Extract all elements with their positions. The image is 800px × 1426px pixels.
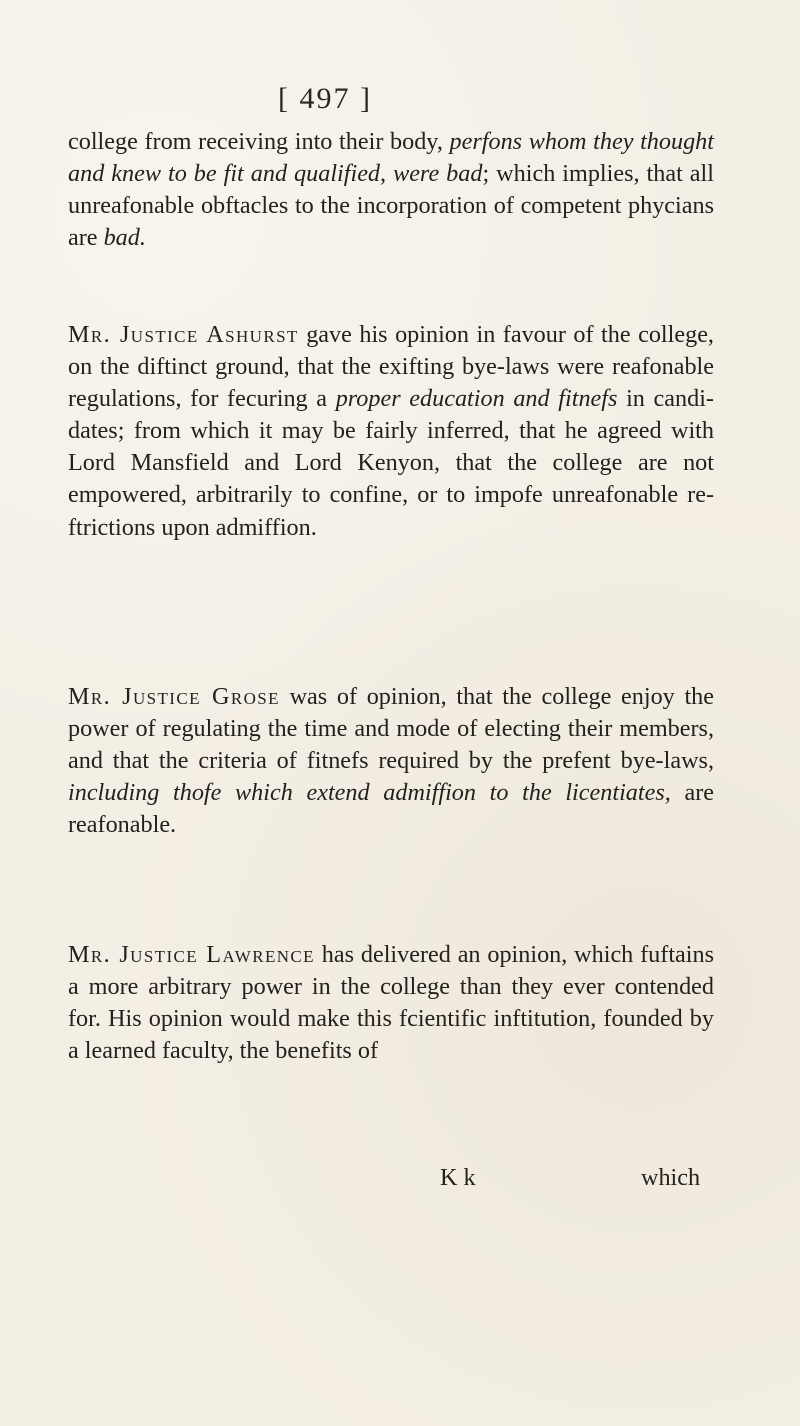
paragraph-text: ; which implies, that all unreafonable obftacles to the incorporation of competent phycians are bbox=[68, 160, 714, 252]
paragraph-italic-text: bad. bbox=[103, 224, 146, 252]
paragraph-college-from-receiving bbox=[68, 126, 714, 254]
paragraph-justice-grose bbox=[68, 681, 714, 841]
paragraph-text: in candidates; from which it may be fairly inferred, that he agreed with Lord Mansfield and Lord Kenyon, that the college are not empowered, arbitrarily to confine, or to impofe unreafonable reftrictions upon admiffion. bbox=[68, 385, 714, 541]
justice-name: Mr. Justice Grose bbox=[68, 683, 280, 710]
paragraph-text: gave his opinion in favour of the college, on the diftinct ground, that the exifting bye-laws were reafonable regulations, for fecuring a bbox=[68, 321, 714, 413]
justice-name: Mr. Justice Ashurst bbox=[68, 321, 299, 348]
paragraph-justice-lawrence bbox=[68, 939, 714, 1067]
paragraph-italic-text: proper education and fitnefs bbox=[335, 385, 618, 413]
justice-name: Mr. Justice Lawrence bbox=[68, 941, 315, 968]
paragraph-italic-text: perfons whom they thought and knew to be fit and qualified, were bad bbox=[68, 128, 714, 188]
signature-mark: K k bbox=[440, 1164, 476, 1191]
paragraph-justice-ashurst bbox=[68, 319, 714, 544]
paragraph-text: are reafonable. bbox=[68, 779, 714, 839]
paragraph-text: college from receiving into their body, bbox=[68, 128, 450, 155]
catchword: which bbox=[641, 1164, 701, 1191]
paragraph-text: was of opinion, that the college enjoy the power of regulating the time and mode of electing their members, and that the criteria of fitnefs required by the prefent bye-laws, bbox=[68, 683, 714, 775]
paragraph-italic-text: including thofe which extend admiffion to the licentiates, bbox=[68, 779, 671, 807]
paragraph-text: has delivered an opinion, which fuftains a more arbitrary power in the college than they ever contended for. His opinion would make this fcientific inftitution, founded by a learned faculty, the benefits of bbox=[68, 941, 714, 1065]
page-number: [ 497 ] bbox=[278, 82, 372, 115]
